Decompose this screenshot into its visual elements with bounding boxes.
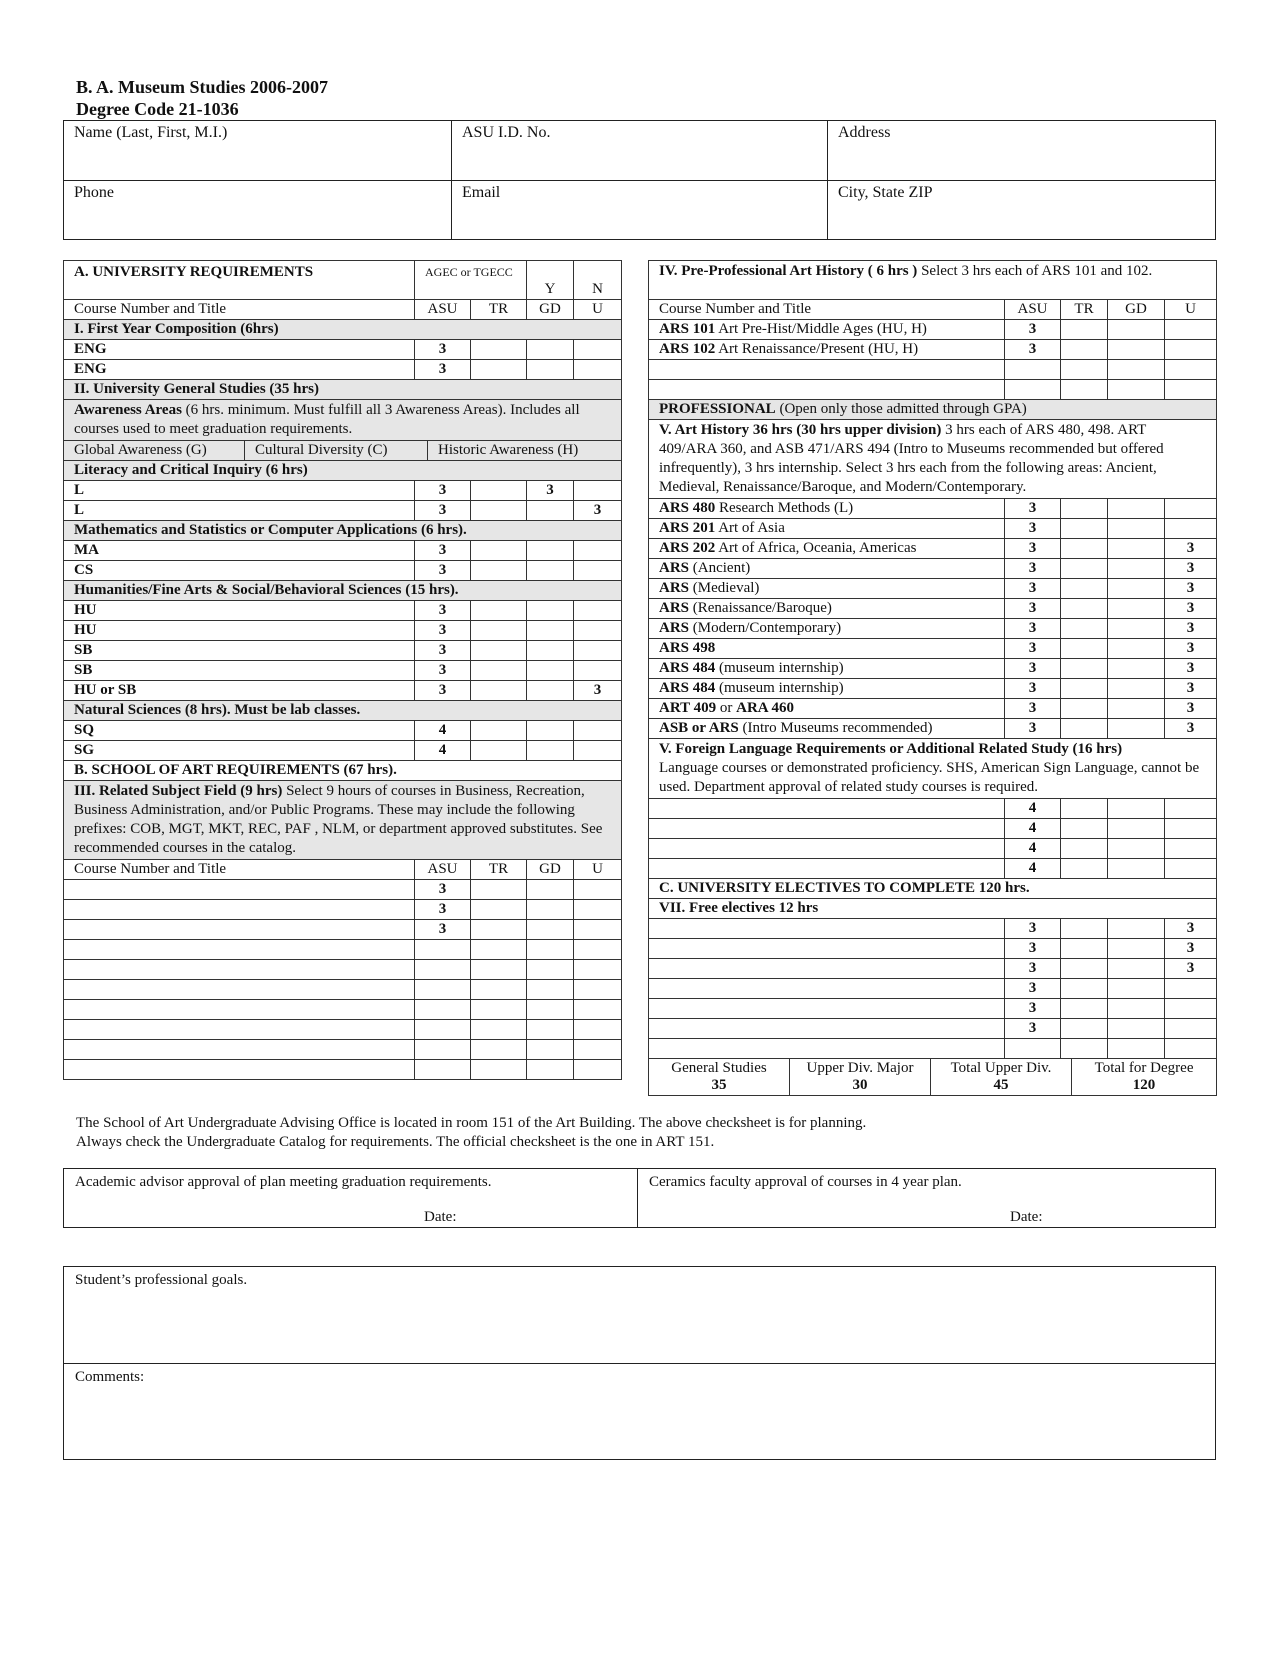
asu-hours: 3 [1005,559,1061,579]
asu-hours: 3 [1005,1019,1061,1039]
course-eng-1: ENG [64,340,415,360]
col-gd-2: GD [527,860,574,880]
u-hours: 3 [1165,679,1217,699]
asu-hours: 3 [1005,959,1061,979]
section-vii-free-electives: VII. Free electives 12 hrs [649,899,1217,919]
course-title: (Renaissance/Baroque) [689,600,832,616]
asu-hours: 3 [1005,659,1061,679]
related-course-row[interactable] [64,920,415,940]
asu-hours: 3 [1005,320,1061,340]
awareness-areas [64,400,622,441]
course-title: (Intro Museums recommended) [738,720,933,736]
awareness-text: (6 hrs. minimum. Must fulfill all 3 Awareness Areas). Includes all courses used to meet graduation requirements. [74,402,580,437]
course-code: ARS [659,560,690,576]
u-hours: 3 [1165,539,1217,559]
course-title: Art of Africa, Oceania, Americas [715,540,917,556]
course-code: ARS 484 [659,660,716,676]
iv-title: IV. Pre-Professional Art History ( 6 hrs ) [659,263,918,279]
elective-row[interactable] [649,959,1005,979]
advising-note-1: The School of Art Undergraduate Advising Office is located in room 151 of the Art Building. The above checksheet is for planning. [76,1115,867,1131]
course-code: ARS [659,620,690,636]
art-history-table [648,260,1217,1096]
u-hours: 3 [1165,559,1217,579]
asu-id-field[interactable]: ASU I.D. No. [462,124,551,141]
col-asu: ASU [415,300,471,320]
u-hours: 3 [1165,719,1217,739]
asu-hours: 3 [415,601,471,621]
u-hours: 3 [1165,939,1217,959]
asu-hours: 4 [415,721,471,741]
asu-hours: 3 [415,340,471,360]
fl-text: Language courses or demonstrated proficiency. SHS, American Sign Language, cannot be used. Department approval of related study courses is required. [659,760,1200,795]
section-v-art-history [649,420,1217,499]
faculty-date-label[interactable]: Date: [1010,1209,1043,1225]
course-title: Art of Asia [715,520,785,536]
course-ars-102 [649,340,1005,360]
gd-hours: 3 [527,481,574,501]
asu-hours: 3 [1005,579,1061,599]
course-code: ASB or ARS [659,720,739,736]
asu-hours: 3 [1005,719,1061,739]
course-code: ART 409 [659,700,717,716]
course-title: (museum internship) [715,680,844,696]
blank-row[interactable] [649,859,1005,879]
comments-label[interactable]: Comments: [75,1369,145,1385]
awareness-title: Awareness Areas [74,402,182,418]
section-literacy: Literacy and Critical Inquiry (6 hrs) [64,461,622,481]
course-code: ARS 201 [659,520,716,536]
ars101-title: Art Pre-Hist/Middle Ages (HU, H) [715,321,927,337]
section-general-studies: II. University General Studies (35 hrs) [64,380,622,400]
asu-hours: 4 [1005,859,1061,879]
course-ars-modern [649,619,1005,639]
v-text: 3 hrs each of ARS 480, 498. ART 409/ARA 360, and ASB 471/ARS 494 (Intro to Museums recommended but offered infrequently), 3 hrs internship. Select 3 hrs each from the following areas: Ancient, Medieval, Renaissance/Baroque, and Modern/Contemporary. [659,422,1164,495]
course-eng-2: ENG [64,360,415,380]
course-code: ARS 202 [659,540,716,556]
course-code: ARS 484 [659,680,716,696]
asu-hours: 3 [1005,599,1061,619]
blank-row[interactable] [649,380,1005,400]
col-u: U [574,300,622,320]
asu-hours: 3 [1005,919,1061,939]
course-code: ARS [659,600,690,616]
university-requirements-table [63,260,622,1080]
col-course: Course Number and Title [64,300,415,320]
elective-row[interactable] [649,979,1005,999]
email-field[interactable]: Email [462,184,501,201]
elective-row[interactable] [649,919,1005,939]
asu-hours: 3 [1005,699,1061,719]
course-ars-480 [649,499,1005,519]
student-info-box [63,120,1216,240]
course-title: (Modern/Contemporary) [689,620,842,636]
asu-hours: 3 [415,561,471,581]
historic-awareness: Historic Awareness (H) [438,442,579,458]
total-value: 30 [852,1077,868,1093]
global-awareness: Global Awareness (G) [64,441,245,460]
advisor-date-label[interactable]: Date: [424,1209,457,1225]
course-or: or [716,700,737,716]
fl-title: V. Foreign Language Requirements or Additional Related Study (16 hrs) [659,741,1123,757]
y-label: Y [527,261,574,300]
course-code-alt: ARA 460 [736,700,795,716]
section-natural-sciences: Natural Sciences (8 hrs). Must be lab classes. [64,701,622,721]
course-sb-2: SB [64,661,415,681]
blank-row[interactable] [64,980,415,1000]
u-hours: 3 [1165,659,1217,679]
blank-row[interactable] [64,960,415,980]
blank-row[interactable] [64,1040,415,1060]
v-title: V. Art History 36 hrs (30 hrs upper division) [659,422,942,438]
course-hu-or-sb: HU or SB [64,681,415,701]
u-hours: 3 [1165,619,1217,639]
asu-hours: 3 [415,900,471,920]
course-asb-ars [649,719,1005,739]
asu-hours: 3 [1005,639,1061,659]
blank-row[interactable] [649,819,1005,839]
u-hours: 3 [1165,699,1217,719]
section-humanities: Humanities/Fine Arts & Social/Behavioral Sciences (15 hrs). [64,581,622,601]
total-value: 35 [711,1077,727,1093]
professional-goals-label[interactable]: Student’s professional goals. [75,1272,248,1288]
blank-row[interactable] [649,1039,1005,1059]
course-ars-renaissance [649,599,1005,619]
city-field[interactable]: City, State ZIP [838,184,933,201]
agec-label: AGEC or TGECC [415,261,527,300]
related-title: III. Related Subject Field (9 hrs) [74,783,283,799]
blank-row[interactable] [64,1000,415,1020]
ars102-title: Art Renaissance/Present (HU, H) [715,341,919,357]
asu-hours: 3 [415,681,471,701]
related-course-row[interactable] [64,880,415,900]
total-upper-div [931,1059,1072,1095]
advising-note-2: Always check the Undergraduate Catalog for requirements. The official checksheet is the one in ART 151. [76,1134,715,1150]
u-hours: 3 [1165,959,1217,979]
course-ma: MA [64,541,415,561]
asu-hours: 3 [415,920,471,940]
asu-hours: 3 [1005,619,1061,639]
asu-hours: 3 [1005,539,1061,559]
u-hours: 3 [1165,919,1217,939]
asu-hours: 3 [415,641,471,661]
asu-hours: 3 [415,880,471,900]
course-title: Research Methods (L) [715,500,854,516]
asu-hours: 3 [1005,939,1061,959]
section-c-electives: C. UNIVERSITY ELECTIVES TO COMPLETE 120 hrs. [649,879,1217,899]
course-ars-medieval [649,579,1005,599]
course-l-2: L [64,501,415,521]
iv-text: Select 3 hrs each of ARS 101 and 102. [917,263,1153,279]
asu-hours: 4 [415,741,471,761]
asu-hours: 3 [415,621,471,641]
col-tr-2: TR [471,860,527,880]
r-col-tr: TR [1061,300,1108,320]
related-text: Select 9 hours of courses in Business, Recreation, Business Administration, and/or Public Programs. These may include the following prefixes: COB, MGT, MKT, REC, PAF , NLM, or department approved substitutes. See recommended courses in the catalog. [74,783,603,856]
asu-hours: 4 [1005,839,1061,859]
asu-hours: 3 [415,541,471,561]
course-l-1: L [64,481,415,501]
col-course-2: Course Number and Title [64,860,415,880]
asu-hours: 3 [1005,499,1061,519]
section-a-title: A. UNIVERSITY REQUIREMENTS [64,261,415,300]
total-label: Total for Degree [1094,1060,1194,1076]
course-title: (museum internship) [715,660,844,676]
section-iv [649,261,1217,300]
ars101-code: ARS 101 [659,321,716,337]
course-ars-484-2 [649,679,1005,699]
course-ars-ancient [649,559,1005,579]
course-ars-101 [649,320,1005,340]
course-ars-202 [649,539,1005,559]
goals-comments-box [63,1266,1216,1460]
professional-text: (Open only those admitted through GPA) [775,401,1027,417]
asu-hours: 4 [1005,799,1061,819]
course-art-409 [649,699,1005,719]
r-col-gd: GD [1108,300,1165,320]
section-foreign-language [649,739,1217,799]
asu-hours: 3 [1005,979,1061,999]
name-field[interactable]: Name (Last, First, M.I.) [74,124,228,141]
course-ars-498 [649,639,1005,659]
faculty-approval-label: Ceramics faculty approval of courses in 4 year plan. [649,1174,962,1190]
course-ars-484-1 [649,659,1005,679]
col-gd: GD [527,300,574,320]
approval-box [63,1168,1216,1228]
course-title: (Medieval) [689,580,760,596]
professional-title: PROFESSIONAL [659,401,776,417]
u-hours: 3 [1165,579,1217,599]
blank-row[interactable] [649,839,1005,859]
elective-row[interactable] [649,1019,1005,1039]
n-label: N [574,261,622,300]
section-math: Mathematics and Statistics or Computer Applications (6 hrs). [64,521,622,541]
total-general-studies [649,1059,790,1095]
course-hu-2: HU [64,621,415,641]
blank-row[interactable] [649,799,1005,819]
address-field[interactable]: Address [838,124,891,141]
u-hours: 3 [574,501,622,521]
advisor-approval-label: Academic advisor approval of plan meeting graduation requirements. [75,1174,492,1190]
related-course-row[interactable] [64,900,415,920]
related-subject-field [64,781,622,860]
r-col-asu: ASU [1005,300,1061,320]
blank-row[interactable] [64,940,415,960]
course-code: ARS [659,580,690,596]
total-value: 120 [1132,1077,1156,1093]
elective-row[interactable] [649,939,1005,959]
r-col-course: Course Number and Title [649,300,1005,320]
u-hours: 3 [574,681,622,701]
total-label: General Studies [671,1060,767,1076]
section-b-title: B. SCHOOL OF ART REQUIREMENTS (67 hrs). [64,761,622,781]
total-value: 45 [993,1077,1009,1093]
elective-row[interactable] [649,999,1005,1019]
cultural-diversity: Cultural Diversity (C) [245,441,428,460]
course-hu-1: HU [64,601,415,621]
asu-hours: 3 [415,661,471,681]
course-sg: SG [64,741,415,761]
total-label: Total Upper Div. [950,1060,1052,1076]
u-hours: 3 [1165,599,1217,619]
asu-hours: 3 [1005,679,1061,699]
asu-hours: 3 [1005,340,1061,360]
course-title: (Ancient) [689,560,751,576]
blank-row[interactable] [64,1020,415,1040]
asu-hours: 3 [415,501,471,521]
col-u-2: U [574,860,622,880]
course-code: ARS 498 [659,640,716,656]
r-col-u: U [1165,300,1217,320]
course-code: ARS 480 [659,500,716,516]
col-asu-2: ASU [415,860,471,880]
course-ars-201 [649,519,1005,539]
professional-note [649,400,1217,420]
section-composition: I. First Year Composition (6hrs) [64,320,622,340]
asu-hours: 3 [415,360,471,380]
total-upper-div-major [790,1059,931,1095]
course-sb-1: SB [64,641,415,661]
asu-hours: 3 [1005,519,1061,539]
asu-hours: 3 [415,481,471,501]
u-hours: 3 [1165,639,1217,659]
course-sq: SQ [64,721,415,741]
asu-hours: 4 [1005,819,1061,839]
page-title: B. A. Museum Studies 2006-2007 [76,77,329,97]
phone-field[interactable]: Phone [74,184,114,201]
degree-code: Degree Code 21-1036 [76,99,239,119]
ars102-code: ARS 102 [659,341,716,357]
total-for-degree [1072,1059,1216,1095]
col-tr: TR [471,300,527,320]
asu-hours: 3 [1005,999,1061,1019]
blank-row[interactable] [64,1060,415,1080]
course-cs: CS [64,561,415,581]
total-label: Upper Div. Major [806,1060,914,1076]
blank-row[interactable] [649,360,1005,380]
